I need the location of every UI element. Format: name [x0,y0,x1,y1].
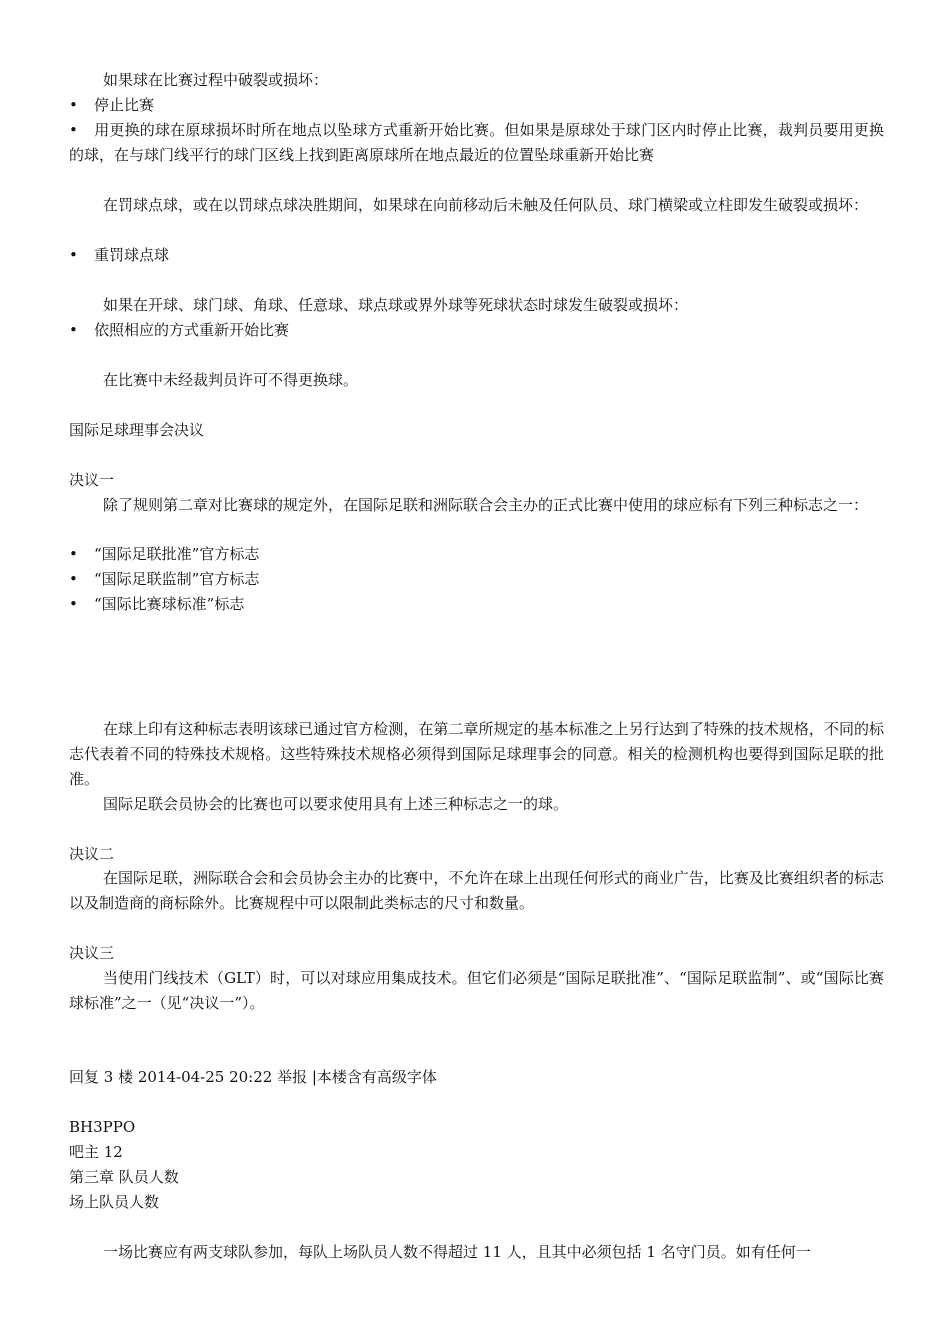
subsection-title: 场上队员人数 [69,1194,160,1211]
post-author[interactable]: BH3PPO [69,1119,136,1136]
bullet-item: • “国际足联监制”官方标志 [69,571,260,588]
author-rank: 吧主 12 [69,1144,123,1161]
decision-1-title: 决议一 [69,472,115,489]
dead-ball-intro: 如果在开球、球门球、角球、任意球、球点球或界外球等死球状态时球发生破裂或损坏： [103,297,689,314]
bullet-icon: • [69,97,78,114]
bullet-icon: • [69,596,78,613]
penalty-intro-paragraph: 在罚球点球，或在以罚球点球决胜期间，如果球在向前移动后未触及任何队员、球门横梁或立柱即发生破裂或损坏： [103,196,869,214]
decision-1-para-2: 在球上印有这种标志表明该球已通过官方检测，在第二章所规定的基本标准之上另行达到了特殊的技术规格，不同的标志代表着不同的特殊技术规格。这些特殊技术规格必须得到国际足球理事会的同意。相关的检测机构也要得到国际足联的批准。 [69,720,884,788]
last-paragraph: 一场比赛应有两支球队参加，每队上场队员人数不得超过 11 人，且其中必须包括 1 名守门员。如有任何一 [103,1244,811,1261]
ball-damage-intro: 如果球在比赛过程中破裂或损坏： [103,72,329,89]
bullet-item: • “国际足联批准”官方标志 [69,546,260,563]
bullet-item: • 依照相应的方式重新开始比赛 [69,322,290,339]
bullet-icon: • [69,247,78,264]
decision-2-body: 在国际足联，洲际联合会和会员协会主办的比赛中，不允许在球上出现任何形式的商业广告，比赛及比赛组织者的标志以及制造商的商标除外。比赛规程中可以限制此类标志的尺寸和数量。 [69,869,884,912]
bullet-item: • 停止比赛 [69,97,155,114]
bullet-item: • 用更换的球在原球损坏时所在地点以坠球方式重新开始比赛。但如果是原球处于球门区内时停止比赛，裁判员要用更换的球，在与球门线平行的球门区线上找到距离原球所在地点最近的位置坠球重新开始比赛 [69,118,884,168]
decision-3-title: 决议三 [69,945,115,962]
ifab-heading: 国际足球理事会决议 [69,422,205,439]
bullet-item: • 重罚球点球 [69,247,170,264]
decision-1-body: 除了规则第二章对比赛球的规定外，在国际足联和洲际联合会主办的正式比赛中使用的球应标有下列三种标志之一： [103,496,869,514]
bullet-icon: • [69,571,78,588]
decision-3-body: 当使用门线技术（GLT）时，可以对球应用集成技术。但它们必须是“国际足联批准”、“国际足联监制”、或“国际比赛球标准”之一（见“决议一”）。 [69,969,884,1012]
bullet-icon: • [69,322,78,339]
no-change-text: 在比赛中未经裁判员许可不得更换球。 [103,372,359,389]
decision-2-title: 决议二 [69,846,115,863]
reply-meta[interactable]: 回复 3 楼 2014-04-25 20:22 举报 |本楼含有高级字体 [69,1069,437,1086]
bullet-item: • “国际比赛球标准”标志 [69,596,245,613]
bullet-icon: • [69,121,78,139]
bullet-icon: • [69,546,78,563]
decision-1-para-3: 国际足联会员协会的比赛也可以要求使用具有上述三种标志之一的球。 [103,795,569,813]
chapter-title: 第三章 队员人数 [69,1169,179,1186]
